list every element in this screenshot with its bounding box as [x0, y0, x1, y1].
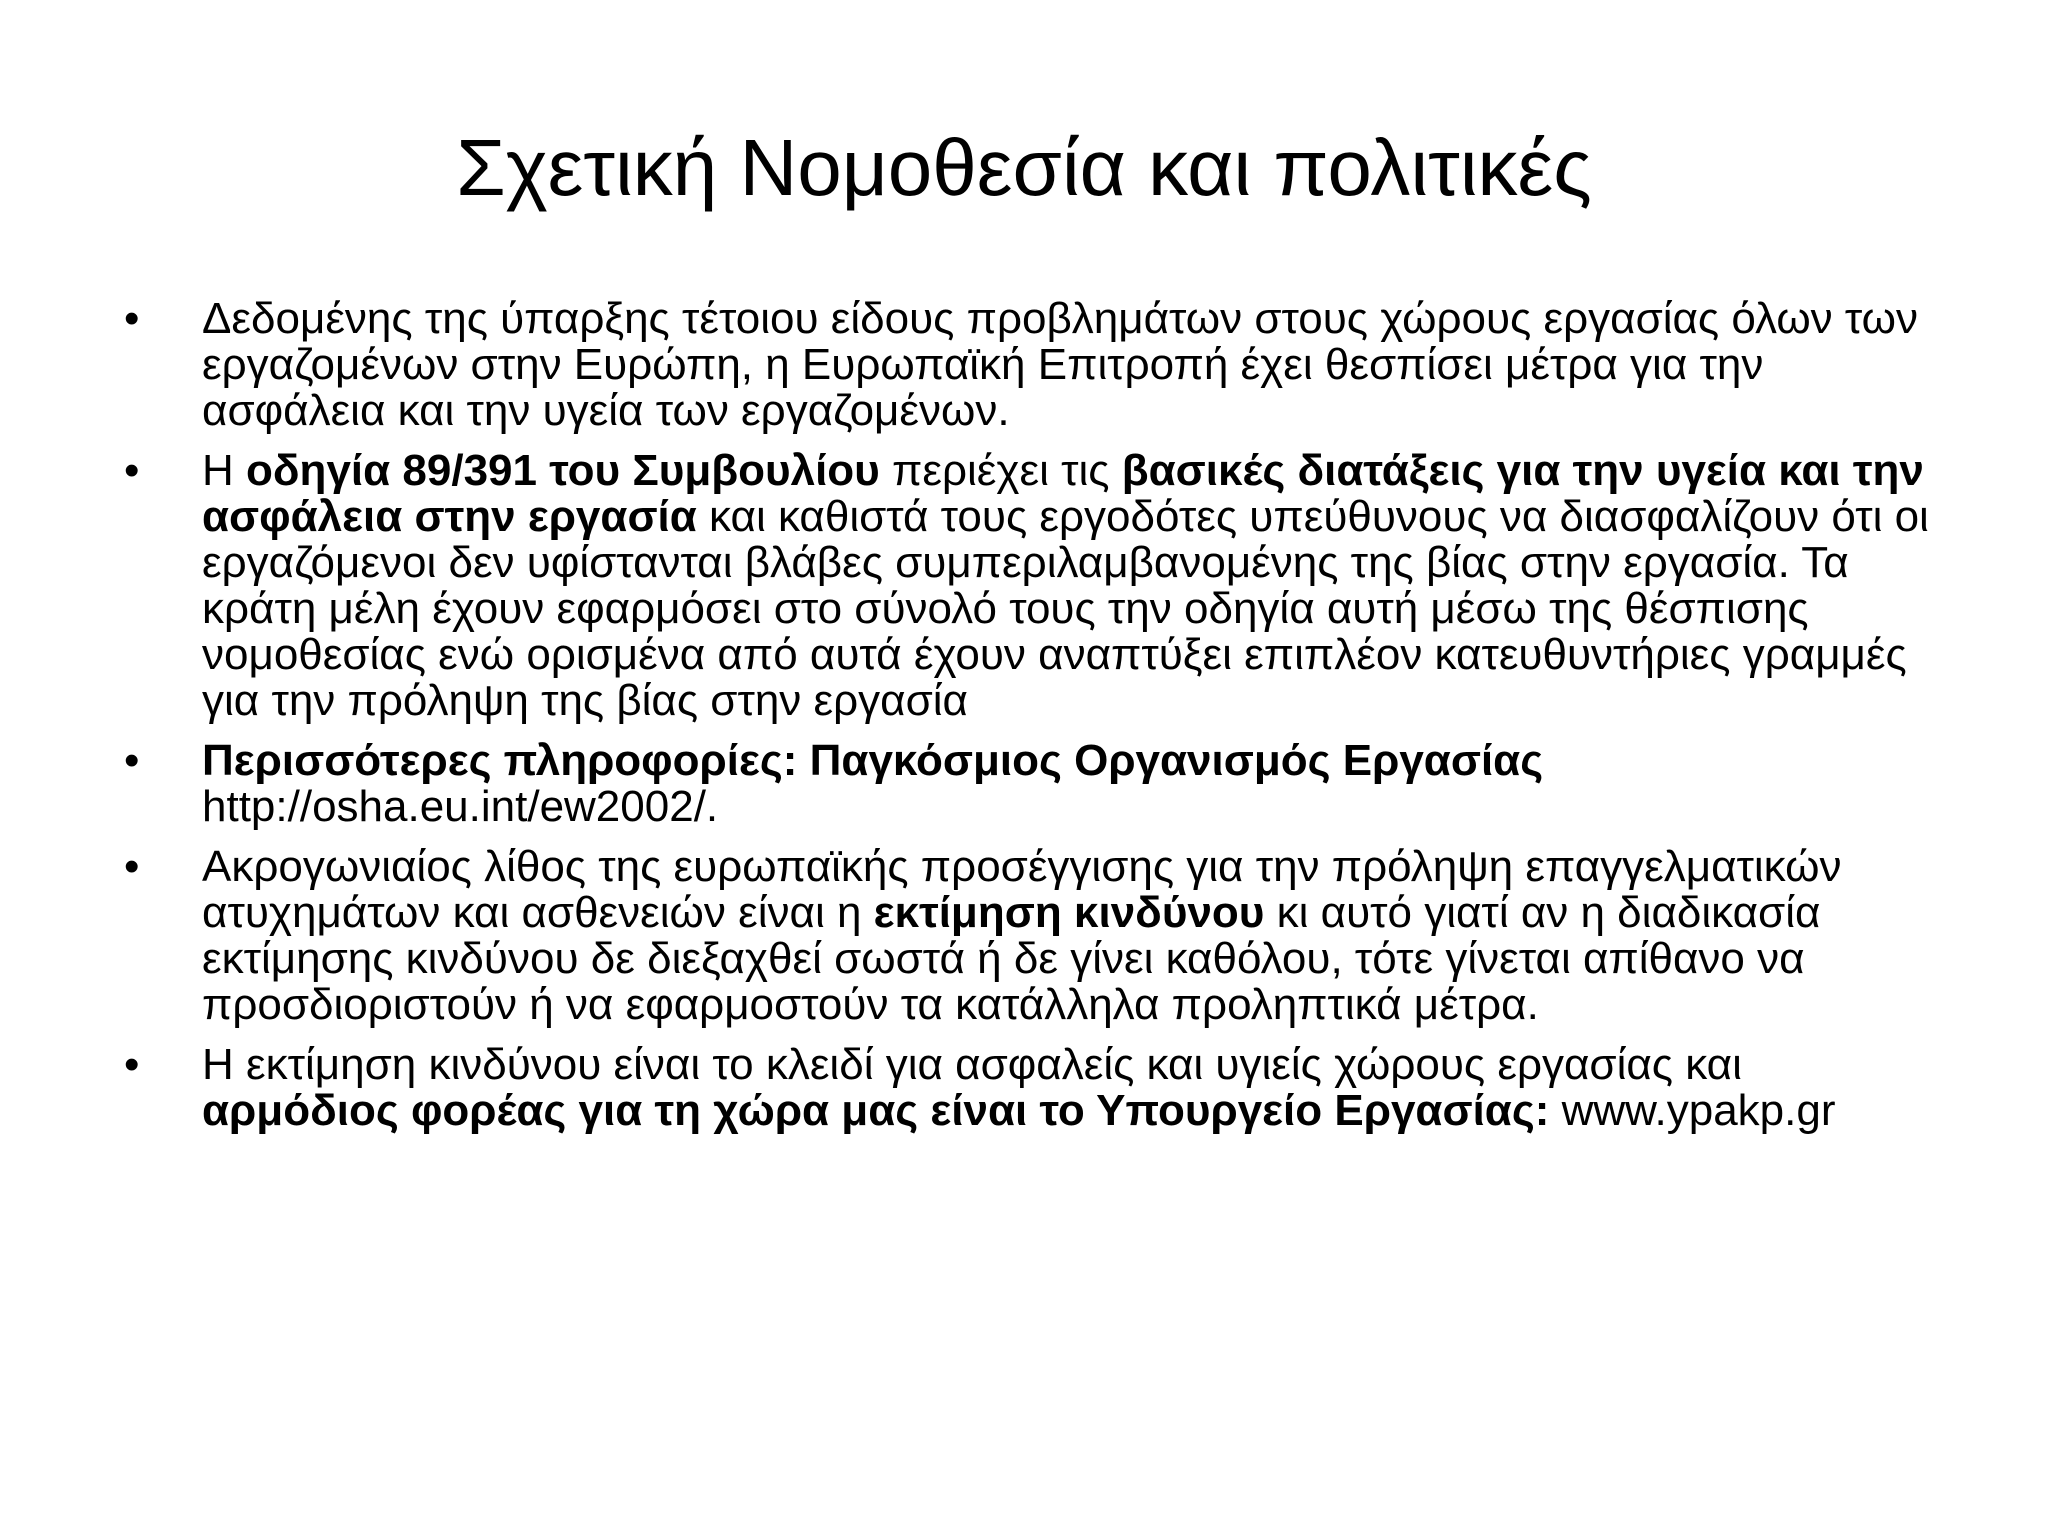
bullet-icon: •: [124, 294, 140, 343]
bullet-icon: •: [124, 842, 140, 891]
bold-text-segment: αρμόδιος φορέας για τη χώρα μας είναι το Υπουργείο Εργασίας:: [202, 1086, 1550, 1135]
text-segment: και καθιστά τους εργοδότες υπεύθυνους να διασφαλίζουν ότι οι εργαζόμενοι δεν υφίστανται βλάβες συμπεριλαμβανομένης της βίας στην εργασία. Τα κράτη μέλη έχουν εφαρμόσει στο σύνολό τους την οδηγία αυτή μέσω της θέσπισης νομοθεσίας ενώ ορισμένα από αυτά έχουν αναπτύξει επιπλέον κατευθυντήριες γραμμές για την πρόληψη της βίας στην εργασία: [202, 492, 1929, 725]
bullet-icon: •: [124, 736, 140, 785]
bold-text-segment: βασικές διατάξεις για την υγεία και την ασφάλεια στην εργασία: [202, 446, 1924, 541]
bullet-text: [202, 1040, 1835, 1135]
bullet-text: [202, 842, 1842, 1029]
text-segment: Η εκτίμηση κινδύνου είναι το κλειδί για ασφαλείς και υγιείς χώρους εργασίας και: [202, 1040, 1742, 1089]
text-segment: Ακρογωνιαίος λίθος της ευρωπαϊκής προσέγγισης για την πρόληψη επαγγελματικών ατυχημάτων και ασθενειών είναι η: [202, 842, 1842, 937]
text-segment: Δεδομένης της ύπαρξης τέτοιου είδους προβλημάτων στους χώρους εργασίας όλων των εργαζομένων στην Ευρώπη, η Ευρωπαϊκή Επιτροπή έχει θεσπίσει μέτρα για την ασφάλεια και την υγεία των εργαζομένων.: [202, 294, 1919, 435]
bold-text-segment: οδηγία 89/391 του Συμβουλίου: [246, 446, 880, 495]
text-segment: περιέχει τις: [879, 446, 1122, 495]
bold-text-segment: Περισσότερες πληροφορίες: Παγκόσμιος Οργανισμός Εργασίας: [202, 736, 1544, 785]
bullet-text: [202, 294, 1918, 435]
bullet-text: [202, 446, 1929, 725]
bullet-item: [120, 1042, 1950, 1134]
bullet-item: [120, 844, 1950, 1028]
bullet-item: [120, 738, 1950, 830]
url-text: http://osha.eu.int/ew2002/.: [202, 782, 719, 831]
text-segment: Η: [202, 446, 246, 495]
bullet-icon: •: [124, 1040, 140, 1089]
text-segment: κι αυτό γιατί αν η διαδικασία εκτίμησης κινδύνου δε διεξαχθεί σωστά ή δε γίνει καθόλου, τότε γίνεται απίθανο να προσδιοριστούν ή να εφαρμοστούν τα κατάλληλα προληπτικά μέτρα.: [202, 888, 1821, 1029]
url-text: www.ypakp.gr: [1549, 1086, 1836, 1135]
bullet-item: [120, 296, 1950, 434]
bullet-item: [120, 448, 1950, 724]
slide-title: Σχετική Νομοθεσία και πολιτικές: [456, 123, 1592, 212]
bullet-list: [120, 296, 1950, 1148]
bullet-icon: •: [124, 446, 140, 495]
bullet-text: [202, 736, 1543, 831]
bold-text-segment: εκτίμηση κινδύνου: [873, 888, 1265, 937]
